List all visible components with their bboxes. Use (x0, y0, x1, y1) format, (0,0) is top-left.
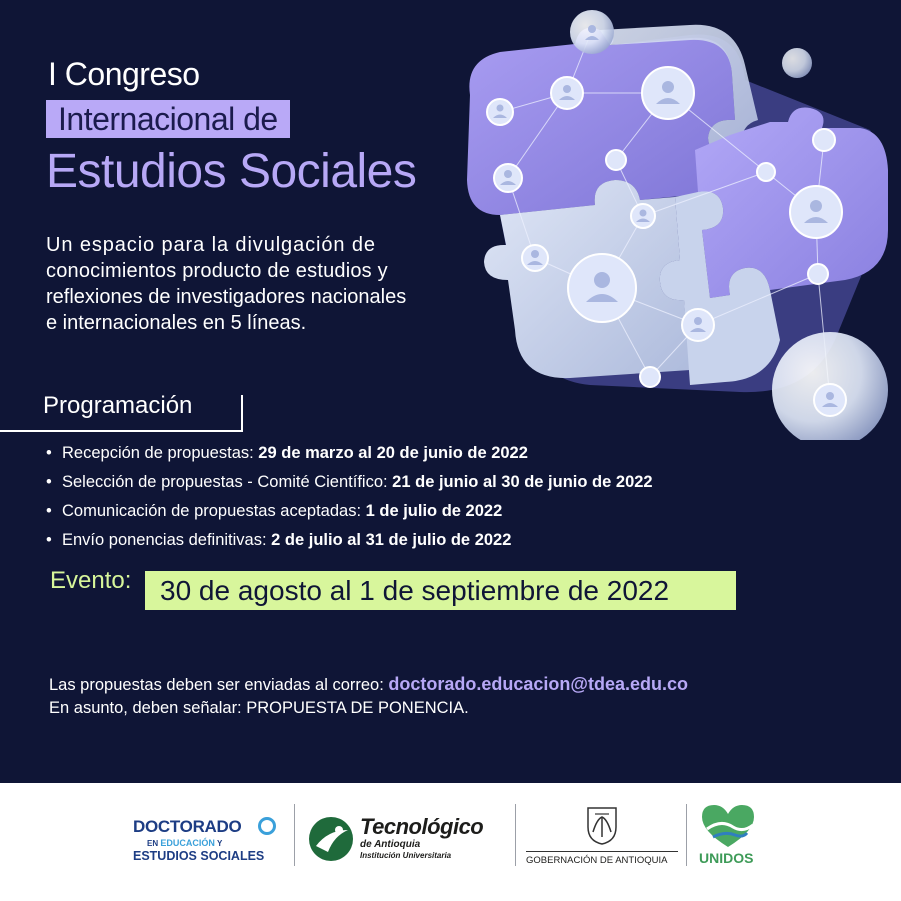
schedule-item (46, 469, 746, 498)
contact-line-1 (49, 673, 688, 697)
bullet-icon: • (46, 444, 52, 462)
doctorado-logo (133, 815, 283, 870)
gobernacion-underline (526, 851, 678, 852)
title-line-2: Internacional de (58, 101, 278, 137)
heart-leaf-icon (699, 803, 757, 849)
tecnologico-line-3: Institución Universitaria (360, 851, 452, 860)
gobernacion-logo (524, 805, 682, 870)
schedule-item (46, 498, 746, 527)
bullet-icon: • (46, 473, 52, 491)
puzzle-network-illustration (440, 0, 901, 440)
doctorado-y: Y (216, 839, 223, 848)
schedule-item-label: Envío ponencias definitivas: (62, 531, 272, 549)
schedule-item-dates: 29 de marzo al 20 de junio de 2022 (258, 444, 528, 462)
programacion-underline (0, 430, 243, 432)
schedule-item-dates: 1 de julio de 2022 (365, 502, 503, 520)
programacion-heading: Programación (43, 392, 193, 419)
schedule-item-dates: 2 de julio al 31 de julio de 2022 (271, 531, 512, 549)
intro-line: conocimientos producto de estudios y (46, 260, 388, 282)
intro-paragraph (46, 232, 496, 336)
evento-label: Evento: (50, 567, 132, 594)
schedule-item (46, 440, 746, 469)
schedule-item-label: Selección de propuestas - Comité Científico: (62, 473, 393, 491)
tecnologico-line-1: Tecnológico (360, 814, 484, 839)
schedule-item-label: Comunicación de propuestas aceptadas: (62, 502, 366, 520)
schedule-item-dates: 21 de junio al 30 de junio de 2022 (392, 473, 653, 491)
intro-line: Un espacio para la divulgación de (46, 234, 376, 256)
schedule-list (46, 440, 746, 556)
logo-divider (686, 804, 687, 866)
doctorado-logo-line-1: DOCTORADO (133, 817, 242, 836)
programacion-divider (241, 395, 243, 431)
schedule-item-label: Recepción de propuestas: (62, 444, 259, 462)
doctorado-en: EN (147, 839, 159, 848)
gobernacion-label: GOBERNACIÓN DE ANTIOQUIA (526, 855, 668, 866)
doctorado-logo-line-2 (147, 838, 222, 848)
contact-line-2: En asunto, deben señalar: PROPUESTA DE PONENCIA. (49, 699, 469, 717)
title-line-1: I Congreso (48, 56, 200, 92)
coat-of-arms-icon (585, 805, 619, 845)
intro-line: e internacionales en 5 líneas. (46, 312, 307, 334)
tecnologico-emblem-icon (308, 816, 354, 862)
unidos-label: UNIDOS (699, 850, 754, 866)
schedule-item (46, 527, 746, 556)
intro-line: reflexiones de investigadores nacionales (46, 286, 407, 308)
bullet-icon: • (46, 531, 52, 549)
evento-dates: 30 de agosto al 1 de septiembre de 2022 (160, 575, 670, 606)
tecnologico-line-2: de Antioquia (360, 839, 421, 850)
contact-prefix: Las propuestas deben ser enviadas al correo: (49, 676, 389, 694)
doctorado-logo-line-3: ESTUDIOS SOCIALES (133, 849, 265, 863)
contact-email-link[interactable]: doctorado.educacion@tdea.edu.co (388, 674, 688, 694)
title-line-3: Estudios Sociales (46, 145, 417, 198)
doctorado-ring-icon (258, 817, 276, 835)
title-highlight-band (46, 100, 290, 138)
logo-divider (515, 804, 516, 866)
logo-divider (294, 804, 295, 866)
unidos-logo (697, 803, 759, 869)
contact-block (49, 673, 688, 720)
tecnologico-logo (308, 812, 513, 867)
doctorado-educacion: EDUCACIÓN (160, 838, 215, 848)
bullet-icon: • (46, 502, 52, 520)
